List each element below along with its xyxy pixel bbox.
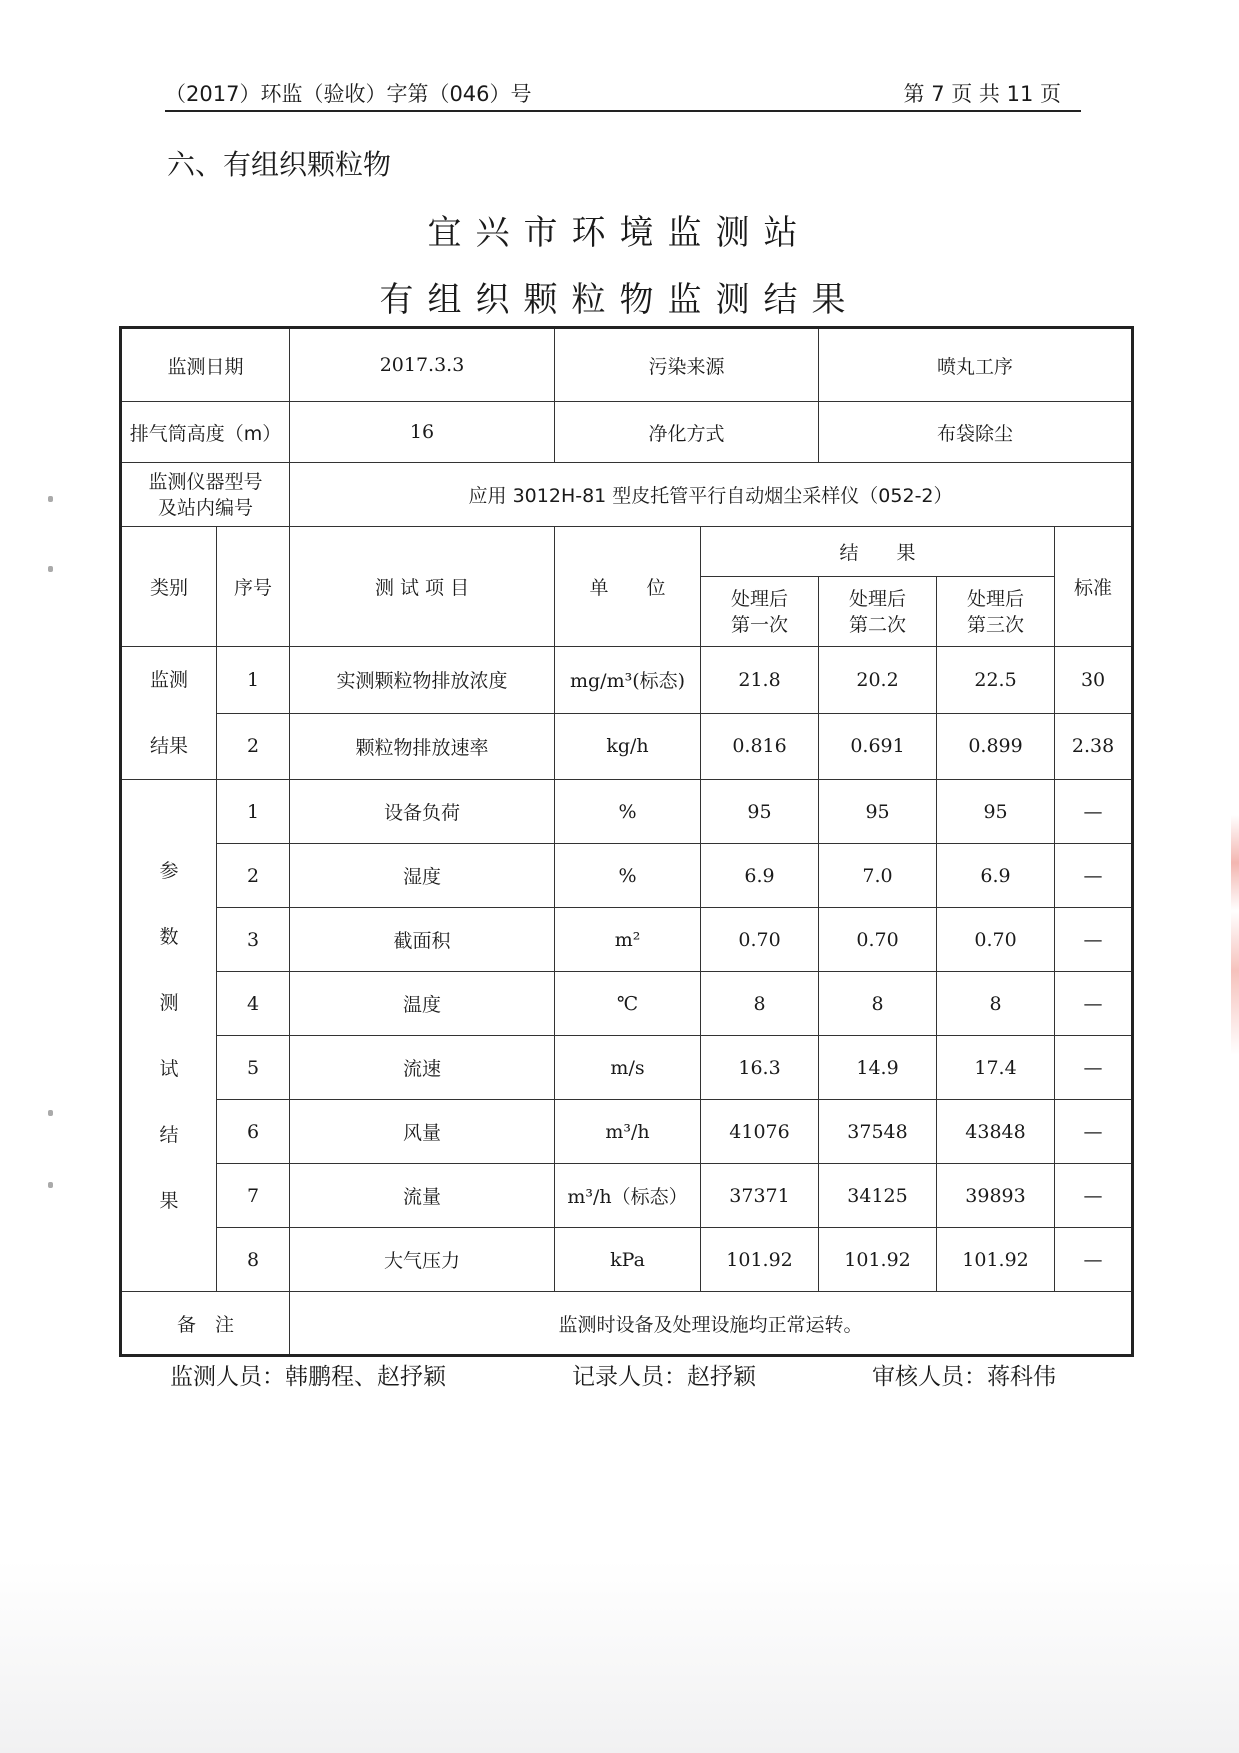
instrument-value: 应用 3012H-81 型皮托管平行自动烟尘采样仪（052-2） [290, 463, 1133, 527]
standard-cell: — [1055, 1164, 1133, 1228]
standard-cell: — [1055, 780, 1133, 844]
table-row [121, 1100, 1133, 1164]
table-row [121, 713, 1133, 780]
run2-cell: 34125 [819, 1164, 937, 1228]
unit-cell: % [555, 844, 701, 908]
monitor-group-label [121, 647, 217, 780]
seq-cell: 2 [217, 713, 290, 780]
document-number: （2017）环监（验收）字第（046）号 [165, 82, 532, 106]
binding-hole-mark [48, 496, 53, 502]
header-row-1 [121, 527, 1133, 577]
monitoring-results-table [119, 326, 1134, 1357]
run1-header-line-1: 处理后 [731, 587, 789, 610]
run3-cell: 95 [937, 780, 1055, 844]
unit-header: 单 位 [555, 527, 701, 647]
unit-cell: ℃ [555, 972, 701, 1036]
item-cell: 颗粒物排放速率 [290, 713, 555, 780]
seq-cell: 7 [217, 1164, 290, 1228]
param-group-char-4: 试 [159, 1057, 179, 1080]
seq-cell: 3 [217, 908, 290, 972]
date-label: 监测日期 [121, 328, 290, 402]
seq-header: 序号 [217, 527, 290, 647]
purify-value: 布袋除尘 [819, 402, 1133, 463]
run1-header [701, 577, 819, 647]
run2-cell: 8 [819, 972, 937, 1036]
seq-cell: 5 [217, 1036, 290, 1100]
instrument-label-line-1: 监测仪器型号 [148, 470, 263, 493]
run2-cell: 20.2 [819, 647, 937, 714]
seq-cell: 4 [217, 972, 290, 1036]
section-title: 六、有组织颗粒物 [167, 148, 392, 181]
monitor-personnel: 监测人员：韩鹏程、赵抒颖 [170, 1364, 446, 1390]
run2-cell: 95 [819, 780, 937, 844]
instrument-label-line-2: 及站内编号 [158, 496, 254, 519]
run3-cell: 39893 [937, 1164, 1055, 1228]
run1-cell: 16.3 [701, 1036, 819, 1100]
run2-header-line-1: 处理后 [849, 587, 907, 610]
run3-cell: 8 [937, 972, 1055, 1036]
binding-hole-mark [48, 1110, 53, 1116]
param-group-char-2: 数 [159, 925, 179, 948]
item-cell: 流速 [290, 1036, 555, 1100]
run2-header-line-2: 第二次 [849, 613, 907, 636]
run1-cell: 21.8 [701, 647, 819, 714]
run1-header-line-2: 第一次 [731, 613, 789, 636]
source-value: 喷丸工序 [819, 328, 1133, 402]
seq-cell: 8 [217, 1228, 290, 1292]
run2-cell: 0.691 [819, 713, 937, 780]
standard-cell: — [1055, 1100, 1133, 1164]
unit-cell: mg/m³(标态) [555, 647, 701, 714]
standard-cell: — [1055, 844, 1133, 908]
page-info: 第 7 页 共 11 页 [903, 82, 1061, 106]
binding-hole-mark [48, 1182, 53, 1188]
seq-cell: 1 [217, 647, 290, 714]
run2-cell: 37548 [819, 1100, 937, 1164]
recorder-personnel: 记录人员：赵抒颖 [572, 1364, 756, 1390]
run1-cell: 6.9 [701, 844, 819, 908]
standard-cell: — [1055, 908, 1133, 972]
table-row [121, 780, 1133, 844]
run3-cell: 6.9 [937, 844, 1055, 908]
run3-cell: 17.4 [937, 1036, 1055, 1100]
run1-cell: 8 [701, 972, 819, 1036]
table-row [121, 1036, 1133, 1100]
item-cell: 风量 [290, 1100, 555, 1164]
run2-cell: 7.0 [819, 844, 937, 908]
seq-cell: 6 [217, 1100, 290, 1164]
run3-cell: 0.899 [937, 713, 1055, 780]
binding-hole-mark [48, 566, 53, 572]
monitor-group-label-line-1: 监测 [149, 669, 188, 691]
param-group-char-5: 结 [159, 1123, 179, 1146]
item-cell: 大气压力 [290, 1228, 555, 1292]
table-row [121, 1164, 1133, 1228]
run2-cell: 14.9 [819, 1036, 937, 1100]
table-row [121, 844, 1133, 908]
item-cell: 温度 [290, 972, 555, 1036]
category-header: 类别 [121, 527, 217, 647]
table-row [121, 972, 1133, 1036]
param-group-char-1: 参 [159, 859, 179, 882]
item-cell: 截面积 [290, 908, 555, 972]
purify-label: 净化方式 [555, 402, 819, 463]
monitor-group-label-line-2: 结果 [149, 735, 188, 757]
run3-header-line-2: 第三次 [967, 613, 1025, 636]
instrument-label [121, 463, 290, 527]
report-title: 有组织颗粒物监测结果 [379, 280, 860, 320]
unit-cell: m² [555, 908, 701, 972]
run3-cell: 101.92 [937, 1228, 1055, 1292]
height-label: 排气筒高度（m） [121, 402, 290, 463]
run2-header [819, 577, 937, 647]
info-row-instrument [121, 463, 1133, 527]
remark-row [121, 1292, 1133, 1356]
standard-cell: — [1055, 1036, 1133, 1100]
unit-cell: % [555, 780, 701, 844]
table-row [121, 908, 1133, 972]
unit-cell: m³/h（标态） [555, 1164, 701, 1228]
run3-header [937, 577, 1055, 647]
item-header: 测 试 项 目 [290, 527, 555, 647]
height-value: 16 [290, 402, 555, 463]
param-group-char-6: 果 [159, 1189, 179, 1212]
signature-footer [170, 1358, 1080, 1392]
run1-cell: 101.92 [701, 1228, 819, 1292]
unit-cell: kg/h [555, 713, 701, 780]
standard-cell: — [1055, 972, 1133, 1036]
item-cell: 湿度 [290, 844, 555, 908]
standard-header: 标准 [1055, 527, 1133, 647]
remark-label: 备 注 [121, 1292, 290, 1356]
run1-cell: 0.816 [701, 713, 819, 780]
table-row [121, 1228, 1133, 1292]
run3-cell: 22.5 [937, 647, 1055, 714]
item-cell: 流量 [290, 1164, 555, 1228]
unit-cell: kPa [555, 1228, 701, 1292]
run1-cell: 95 [701, 780, 819, 844]
result-header: 结 果 [701, 527, 1055, 577]
standard-cell: — [1055, 1228, 1133, 1292]
info-row-height [121, 402, 1133, 463]
run1-cell: 37371 [701, 1164, 819, 1228]
seal-edge-mark [1231, 815, 1239, 1055]
standard-cell: 30 [1055, 647, 1133, 714]
param-group-char-3: 测 [159, 991, 179, 1014]
run3-cell: 0.70 [937, 908, 1055, 972]
run3-header-line-1: 处理后 [967, 587, 1025, 610]
unit-cell: m/s [555, 1036, 701, 1100]
source-label: 污染来源 [555, 328, 819, 402]
scan-shadow [0, 1560, 1239, 1753]
run2-cell: 101.92 [819, 1228, 937, 1292]
page-header [165, 76, 1081, 112]
info-row-date [121, 328, 1133, 402]
seq-cell: 2 [217, 844, 290, 908]
run1-cell: 0.70 [701, 908, 819, 972]
item-cell: 实测颗粒物排放浓度 [290, 647, 555, 714]
standard-cell: 2.38 [1055, 713, 1133, 780]
organization-title: 宜兴市环境监测站 [427, 213, 812, 253]
date-value: 2017.3.3 [290, 328, 555, 402]
run2-cell: 0.70 [819, 908, 937, 972]
table-row [121, 647, 1133, 714]
reviewer-personnel: 审核人员：蒋科伟 [872, 1364, 1056, 1390]
run1-cell: 41076 [701, 1100, 819, 1164]
run3-cell: 43848 [937, 1100, 1055, 1164]
param-group-label [121, 780, 217, 1292]
seq-cell: 1 [217, 780, 290, 844]
unit-cell: m³/h [555, 1100, 701, 1164]
remark-value: 监测时设备及处理设施均正常运转。 [290, 1292, 1133, 1356]
item-cell: 设备负荷 [290, 780, 555, 844]
